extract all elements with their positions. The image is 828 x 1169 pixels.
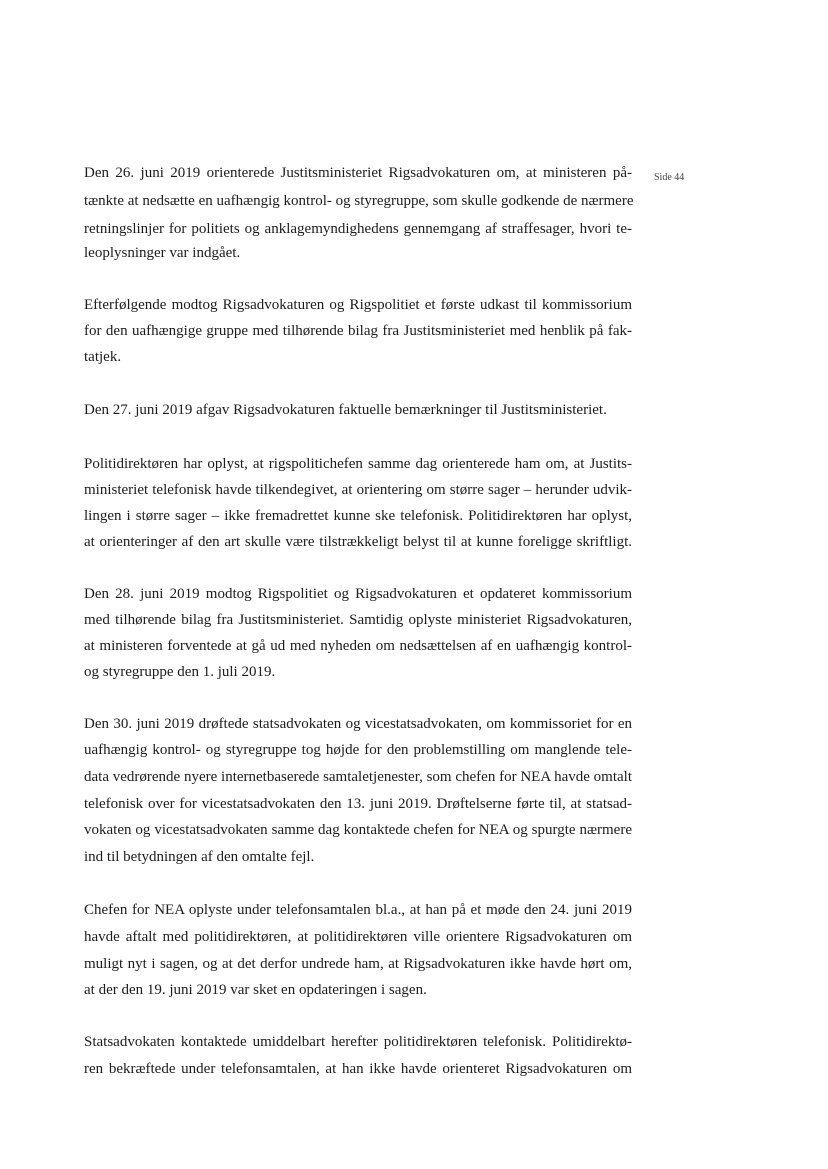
- text-line: Statsadvokaten kontaktede umiddelbart herefter politidirektøren telefonisk. Politidirektø-: [84, 1034, 632, 1050]
- text-line: leoplysninger var indgået.: [84, 245, 241, 261]
- text-line: ministeriet telefonisk havde tilkendegivet, at orientering om større sager – herunder udvik-: [84, 482, 632, 498]
- text-line: Den 30. juni 2019 drøftede statsadvokaten og vicestatsadvokaten, om kommissoriet for en: [84, 716, 632, 732]
- text-line: ind til betydningen af den omtalte fejl.: [84, 849, 315, 865]
- text-line: og styregruppe den 1. juli 2019.: [84, 664, 276, 680]
- text-line: lingen i større sager – ikke fremadrettet kunne ske telefonisk. Politidirektøren har oplyst,: [84, 508, 632, 524]
- text-line: Den 26. juni 2019 orienterede Justitsministeriet Rigsadvokaturen om, at ministeren på-: [84, 165, 632, 181]
- text-line: uafhængig kontrol- og styregruppe tog højde for den problemstilling om manglende tele-: [84, 742, 632, 758]
- text-line: tænkte at nedsætte en uafhængig kontrol- og styregruppe, som skulle godkende de nærmere: [84, 193, 634, 209]
- text-line: muligt nyt i sagen, og at det derfor undrede ham, at Rigsadvokaturen ikke havde hørt om,: [84, 956, 632, 972]
- page-number: Side 44: [654, 172, 685, 183]
- text-line: telefonisk over for vicestatsadvokaten den 13. juni 2019. Drøftelserne førte til, at statsad-: [84, 796, 632, 812]
- text-line: ren bekræftede under telefonsamtalen, at han ikke havde orienteret Rigsadvokaturen om: [84, 1061, 632, 1077]
- text-line: Den 27. juni 2019 afgav Rigsadvokaturen faktuelle bemærkninger til Justitsministeriet.: [84, 402, 607, 418]
- text-line: med tilhørende bilag fra Justitsministeriet. Samtidig oplyste ministeriet Rigsadvokaturen,: [84, 612, 632, 628]
- text-line: data vedrørende nyere internetbaserede samtaletjenester, som chefen for NEA havde omtalt: [84, 769, 632, 785]
- text-line: retningslinjer for politiets og anklagemyndighedens gennemgang af straffesager, hvori te-: [84, 221, 632, 237]
- text-line: havde aftalt med politidirektøren, at politidirektøren ville orientere Rigsadvokaturen om: [84, 929, 632, 945]
- text-line: Den 28. juni 2019 modtog Rigspolitiet og Rigsadvokaturen et opdateret kommissorium: [84, 586, 632, 602]
- text-line: Chefen for NEA oplyste under telefonsamtalen bl.a., at han på et møde den 24. juni 2019: [84, 902, 632, 918]
- text-line: at ministeren forventede at gå ud med nyheden om nedsættelsen af en uafhængig kontrol-: [84, 638, 632, 654]
- text-line: at orienteringer af den art skulle være tilstrækkeligt belyst til at kunne foreligge skriftligt.: [84, 534, 632, 550]
- text-line: tatjek.: [84, 349, 122, 365]
- text-line: vokaten og vicestatsadvokaten samme dag kontaktede chefen for NEA og spurgte nærmere: [84, 822, 632, 838]
- text-line: Politidirektøren har oplyst, at rigspolitichefen samme dag orienterede ham om, at Justits-: [84, 456, 632, 472]
- text-line: Efterfølgende modtog Rigsadvokaturen og Rigspolitiet et første udkast til kommissorium: [84, 297, 632, 313]
- text-line: for den uafhængige gruppe med tilhørende bilag fra Justitsministeriet med henblik på fak-: [84, 323, 632, 339]
- text-line: at der den 19. juni 2019 var sket en opdateringen i sagen.: [84, 982, 427, 998]
